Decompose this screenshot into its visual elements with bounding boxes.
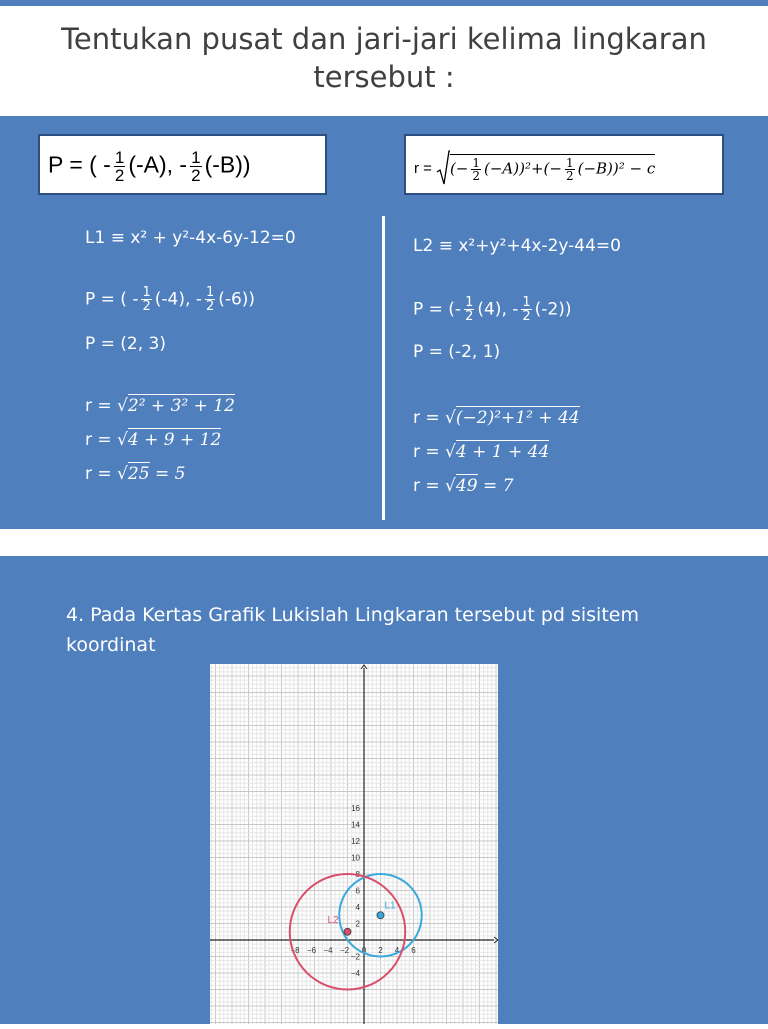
center-point-l2 [344, 928, 351, 935]
center-point-l1 [377, 912, 384, 919]
x-tick-label: 4 [394, 946, 400, 955]
graph-svg [210, 664, 498, 1024]
column-divider [382, 216, 385, 520]
l1-radius-step2: r = √4 + 9 + 12 [85, 430, 222, 450]
radical-sign-icon [436, 150, 450, 186]
question-text: 4. Pada Kertas Grafik Lukislah Lingkaran tersebut pd sisitem koordinat [66, 604, 639, 656]
y-tick-label: 8 [355, 870, 360, 879]
y-tick-label: −4 [350, 969, 360, 978]
l1-equation: L1 ≡ x² + y²-4x-6y-12=0 [85, 228, 296, 248]
top-accent-bar [0, 0, 768, 6]
l1-center-calc: P = ( - $\frac{1}{2}$ (-4), - $\frac{1}{2}$ (-6)) [85, 285, 256, 314]
l2-equation: L2 ≡ x²+y²+4x-2y-44=0 [413, 236, 621, 256]
fraction: $\frac{1}{2}$ [114, 148, 125, 185]
circle-label-l2: L2 [327, 914, 339, 926]
l2-center-calc: P = (- $\frac{1}{2}$ (4), - $\frac{1}{2}$ (-2)) [413, 295, 572, 324]
formula-r-radicand: (− $\frac{1}{2}$ (−A))²+(− $\frac{1}{2}$ (−B))² − c [449, 156, 656, 183]
x-tick-label: −6 [306, 946, 317, 955]
x-tick-label: −4 [323, 946, 333, 955]
fraction: $\frac{1}{2}$ [191, 148, 201, 185]
l2-center-result: P = (-2, 1) [413, 342, 501, 362]
y-tick-label: 10 [351, 853, 360, 863]
center-formula-box [38, 134, 327, 195]
formula-p-mid: (-A), - [128, 151, 188, 178]
y-tick-label: 16 [351, 804, 360, 813]
l1-radius-step1: r = √2² + 3² + 12 [85, 396, 235, 416]
formula-p-end: (-B)) [204, 151, 251, 178]
page-title: Tentukan pusat dan jari-jari kelima lingkaran tersebut : [61, 22, 707, 94]
radius-formula-box [404, 134, 724, 195]
y-tick-label: −2 [350, 952, 360, 962]
y-tick-label: 14 [351, 820, 360, 830]
x-tick-label: 2 [378, 946, 383, 955]
y-tick-label: 2 [355, 919, 360, 929]
x-tick-label: −8 [290, 946, 300, 955]
l2-radius-step1: r = √(−2)²+1² + 44 [413, 408, 580, 428]
x-tick-label: 0 [361, 946, 367, 955]
y-tick-label: 4 [355, 903, 360, 912]
l1-radius-step3: r = √25 = 5 [85, 464, 186, 484]
y-tick-label: 12 [351, 837, 360, 846]
y-tick-label: 6 [355, 886, 360, 896]
formula-r-lhs: r = [414, 159, 432, 177]
formula-p-lhs: P = ( - [48, 151, 111, 178]
l2-radius-step3: r = √49 = 7 [413, 476, 514, 496]
coordinate-graph [210, 664, 498, 1024]
circle-label-l1: L1 [384, 900, 396, 912]
x-tick-label: −2 [339, 946, 350, 955]
x-tick-label: 6 [411, 946, 416, 955]
l1-center-result: P = (2, 3) [85, 334, 167, 354]
l2-radius-step2: r = √4 + 1 + 44 [413, 442, 550, 462]
